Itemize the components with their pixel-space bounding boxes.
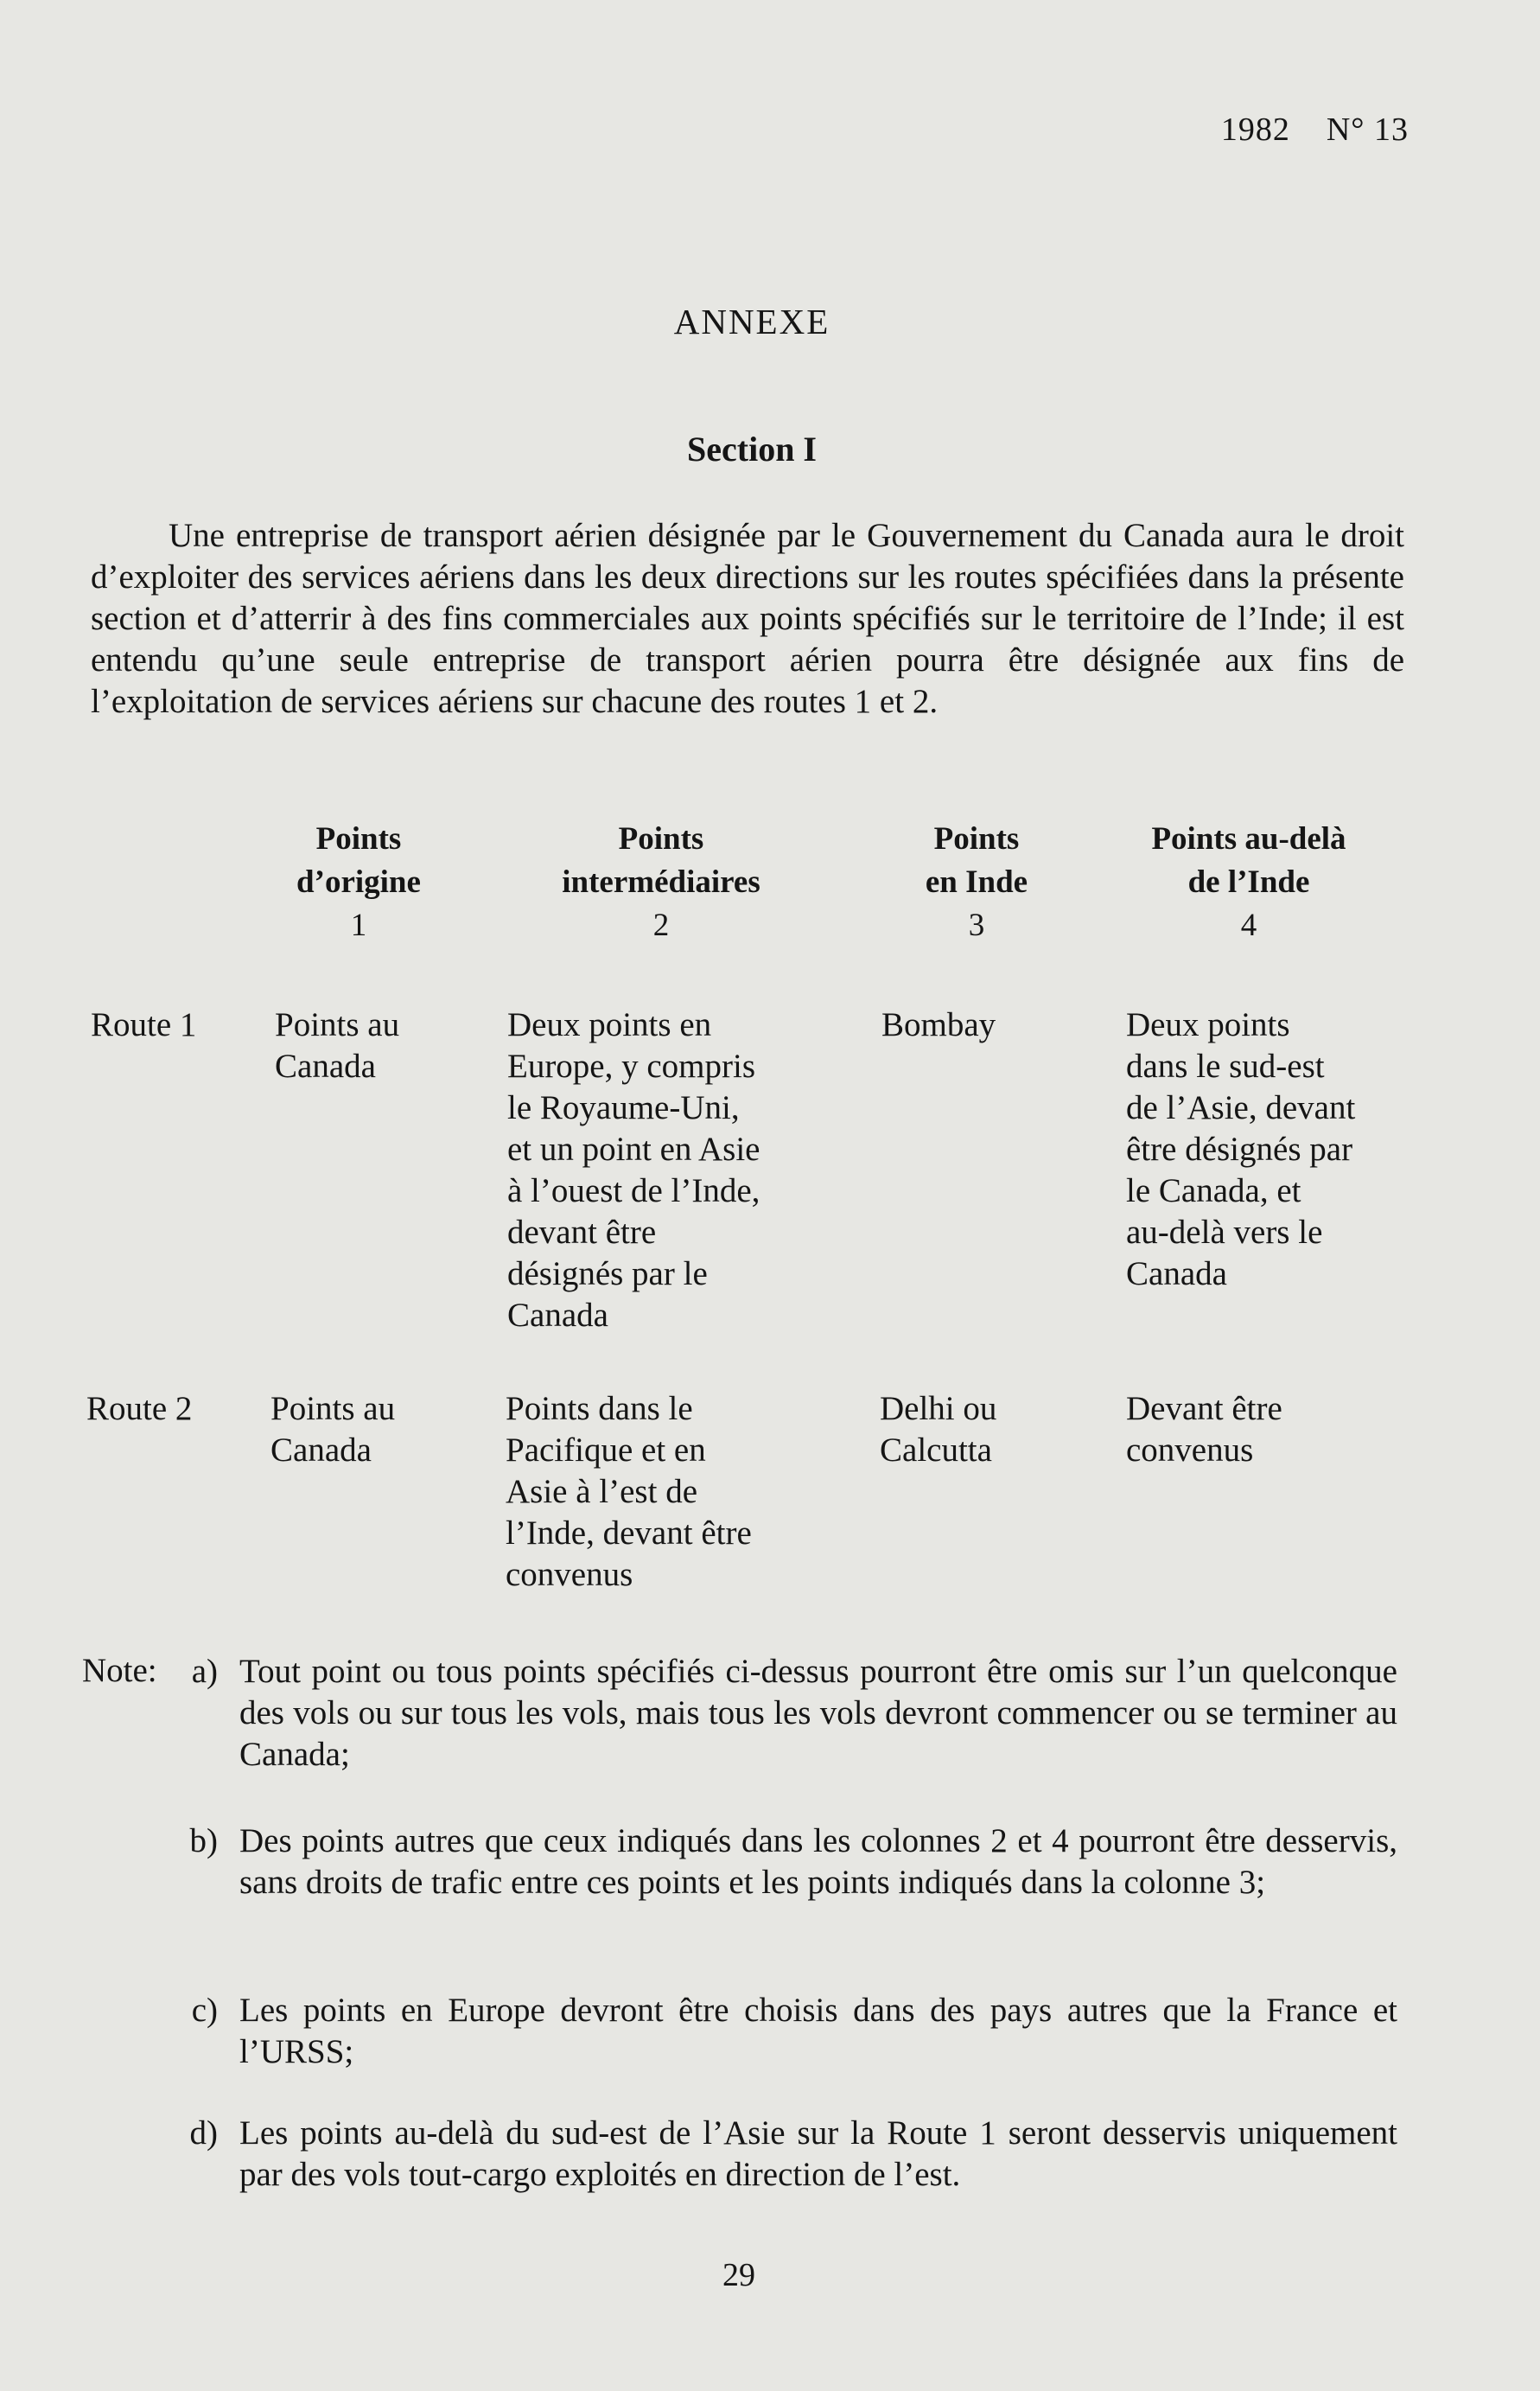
route-india: Delhi ou Calcutta xyxy=(880,1390,997,1469)
route-intermediate: Deux points en Europe, y compris le Royaume-Uni, et un point en Asie à l’ouest de l’Inde, devant être désignés par le Canada xyxy=(507,1006,760,1334)
note-letter: d) xyxy=(189,2114,218,2152)
column-header-line: Points xyxy=(933,821,1020,857)
note-text: Tout point ou tous points spécifiés ci-dessus pourront être omis sur l’un quelconque des vols ou sur tous les vols, mais tous les vols devront commencer ou se terminer au Canada; xyxy=(239,1653,1397,1773)
column-number: 4 xyxy=(1240,908,1257,943)
column-header-intermediate xyxy=(523,818,799,947)
column-header-beyond xyxy=(1115,818,1383,947)
column-header-line: en Inde xyxy=(925,864,1028,900)
note-item xyxy=(173,1820,1400,1950)
route-india: Bombay xyxy=(881,1006,996,1043)
route-origin: Points au Canada xyxy=(270,1390,396,1469)
note-item xyxy=(173,2113,1400,2199)
route-label: Route 2 xyxy=(86,1390,193,1427)
column-header-line: intermédiaires xyxy=(562,864,760,900)
header-year: 1982 xyxy=(1220,112,1290,148)
column-header-line: Points xyxy=(618,821,704,857)
note-text: Les points en Europe devront être choisis dans des pays autres que la France et l’URSS; xyxy=(239,1992,1397,2070)
route-intermediate: Points dans le Pacifique et en Asie à l’est de l’Inde, devant être convenus xyxy=(506,1390,752,1593)
route-origin: Points au Canada xyxy=(275,1006,400,1085)
note-letter: c) xyxy=(191,1992,218,2029)
section-title: Section I xyxy=(687,430,817,469)
note-item xyxy=(173,1990,1400,2076)
note-item xyxy=(173,1651,1400,1781)
route-beyond: Devant être convenus xyxy=(1126,1390,1282,1469)
column-number: 1 xyxy=(350,908,367,943)
route-label: Route 1 xyxy=(91,1006,197,1043)
column-number: 2 xyxy=(652,908,670,943)
note-text: Les points au-delà du sud-est de l’Asie sur la Route 1 seront desservis uniquement par des vols tout-cargo exploités en direction de l’est. xyxy=(239,2114,1397,2193)
column-header-line: d’origine xyxy=(296,864,421,900)
column-header-line: Points au-delà xyxy=(1151,821,1346,857)
column-header-origin xyxy=(255,818,462,947)
route-beyond: Deux points dans le sud-est de l’Asie, devant être désignés par le Canada, et au-delà vers le Canada xyxy=(1126,1006,1356,1292)
intro-paragraph: Une entreprise de transport aérien désignée par le Gouvernement du Canada aura le droit d’exploiter des services aériens dans les deux directions sur les routes spécifiées dans la présente section et d’atterrir à des fins commerciales aux points spécifiés sur le territoire de l’Inde; il est entendu qu’une seule entreprise de transport aérien pourra être désignée aux fins de l’exploitation de services aériens sur chacune des routes 1 et 2. xyxy=(91,517,1404,720)
annexe-title: ANNEXE xyxy=(673,302,830,341)
page-header xyxy=(1221,111,1409,149)
notes-label: Note: xyxy=(82,1652,157,1689)
note-letter: b) xyxy=(189,1822,218,1859)
page-number: 29 xyxy=(722,2257,755,2293)
header-number: N° 13 xyxy=(1326,112,1409,148)
column-header-line: de l’Inde xyxy=(1187,864,1310,900)
column-header-line: Points xyxy=(315,821,402,857)
column-header-india xyxy=(890,818,1063,947)
note-text: Des points autres que ceux indiqués dans les colonnes 2 et 4 pourront être desservis, sans droits de trafic entre ces points et les points indiqués dans la colonne 3; xyxy=(239,1822,1397,1901)
column-number: 3 xyxy=(968,908,985,943)
note-letter: a) xyxy=(191,1653,218,1690)
